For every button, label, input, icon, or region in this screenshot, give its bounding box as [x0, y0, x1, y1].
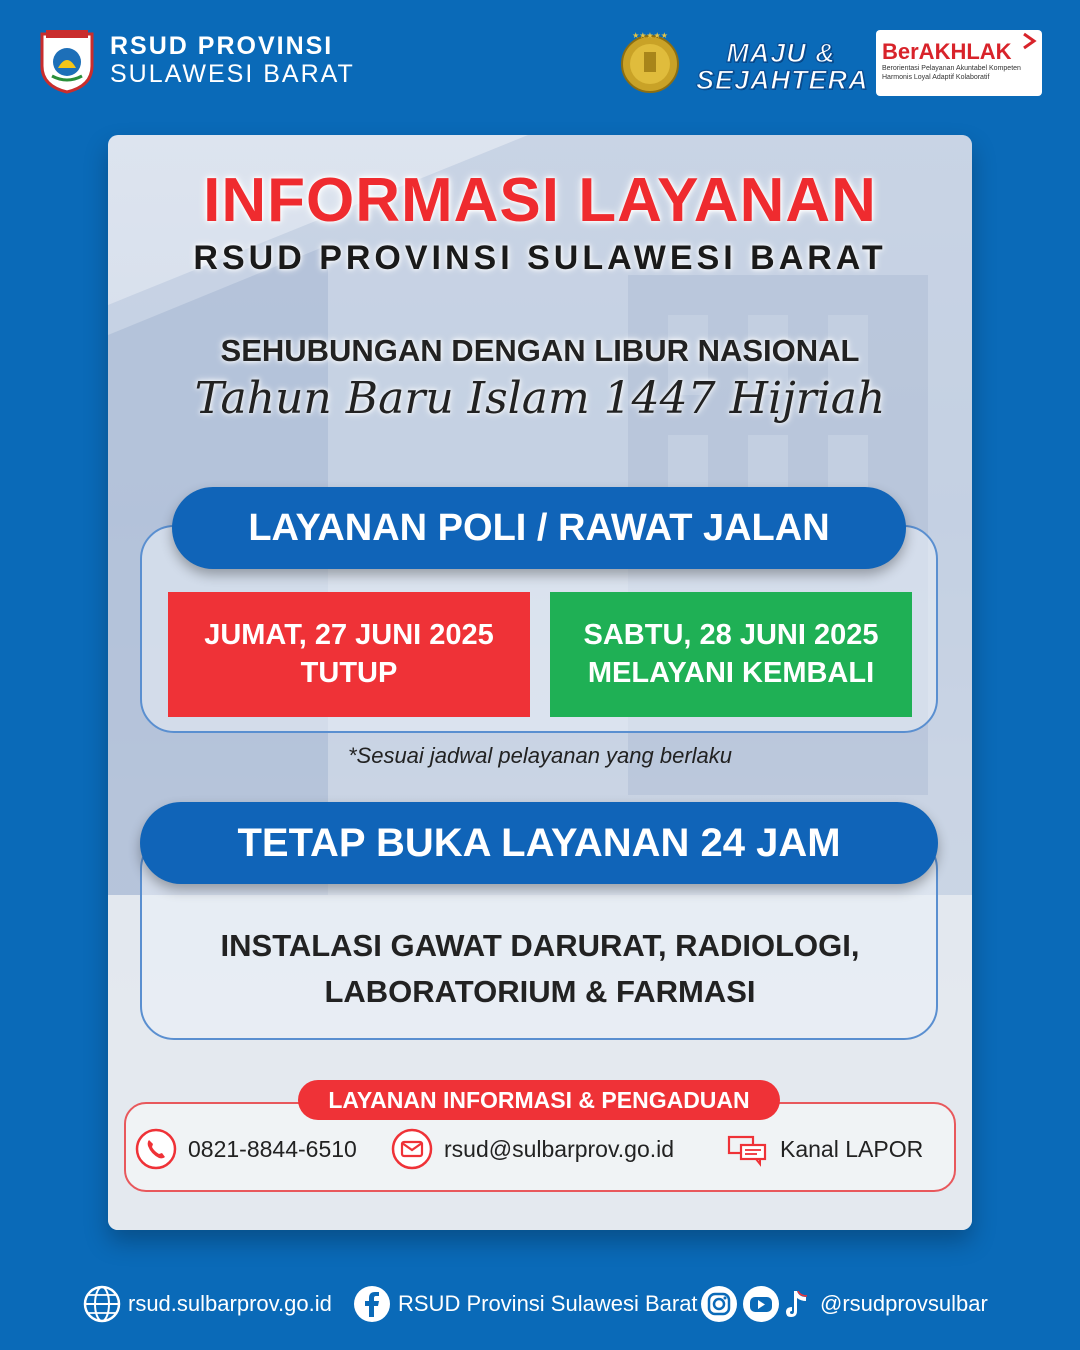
berakhlak-logo [876, 30, 1042, 96]
contact-lapor[interactable] [726, 1129, 923, 1169]
open-date: SABTU, 28 JUNI 2025 [583, 619, 879, 651]
closed-status-box [168, 592, 530, 717]
maju-text: MAJU & [726, 38, 836, 68]
services-list [108, 923, 972, 1015]
website-url: rsud.sulbarprov.go.id [128, 1291, 332, 1316]
contact-email[interactable] [390, 1129, 674, 1169]
poli-heading: LAYANAN POLI / RAWAT JALAN [172, 487, 906, 569]
always-open-heading: TETAP BUKA LAYANAN 24 JAM [140, 802, 938, 884]
facebook-name: RSUD Provinsi Sulawesi Barat [398, 1291, 698, 1316]
poster-card [108, 135, 972, 1230]
globe-icon [82, 1284, 122, 1324]
footer-facebook[interactable] [352, 1284, 698, 1324]
berakhlak-sub2: Harmonis Loyal Adaptif Kolaboratif [882, 74, 990, 81]
closed-status: TUTUP [300, 657, 398, 689]
services-line2: LABORATORIUM & FARMASI [324, 974, 756, 1009]
header [0, 0, 1080, 120]
berakhlak-title: BerAKHLAK [882, 39, 1012, 64]
page-subtitle: RSUD PROVINSI SULAWESI BARAT [193, 239, 887, 277]
footer-website[interactable] [82, 1284, 332, 1324]
org-name-line1: RSUD PROVINSI [110, 32, 334, 60]
phone-icon [134, 1127, 178, 1171]
page-title: INFORMASI LAYANAN [203, 166, 877, 235]
svg-text:★★★★★: ★★★★★ [632, 31, 668, 40]
org-name-line2: SULAWESI BARAT [110, 60, 355, 88]
instagram-icon[interactable] [700, 1285, 738, 1323]
footer-social[interactable] [700, 1284, 988, 1324]
contact-heading: LAYANAN INFORMASI & PENGADUAN [298, 1080, 780, 1120]
tiktok-icon[interactable] [784, 1285, 810, 1323]
lapor-label: Kanal LAPOR [780, 1135, 924, 1162]
org-name [110, 32, 355, 88]
mail-icon [390, 1127, 434, 1171]
arrow-icon [1020, 32, 1038, 50]
berakhlak-sub1: Berorientasi Pelayanan Akuntabel Kompeten [882, 65, 1021, 72]
email-address: rsud@sulbarprov.go.id [444, 1135, 675, 1162]
sejahtera-text: SEJAHTERA [696, 65, 869, 95]
open-status-box [550, 592, 912, 717]
notice-line2: Tahun Baru Islam 1447 Hijriah [194, 373, 886, 424]
notice-line1: SEHUBUNGAN DENGAN LIBUR NASIONAL [220, 333, 860, 368]
services-line1: INSTALASI GAWAT DARURAT, RADIOLOGI, [220, 928, 860, 963]
closed-date: JUMAT, 27 JUNI 2025 [204, 619, 494, 651]
phone-number: 0821-8844-6510 [188, 1135, 357, 1162]
gold-seal-icon [617, 28, 683, 94]
chat-icon [726, 1127, 770, 1171]
facebook-icon [352, 1284, 392, 1324]
maju-sejahtera-logo [696, 38, 869, 95]
open-status: MELAYANI KEMBALI [587, 657, 875, 689]
youtube-icon[interactable] [742, 1285, 780, 1323]
footer [0, 1280, 1080, 1330]
contact-phone[interactable] [134, 1129, 357, 1169]
province-emblem-icon [38, 28, 96, 94]
social-handle: @rsudprovsulbar [820, 1291, 988, 1316]
schedule-footnote: *Sesuai jadwal pelayanan yang berlaku [347, 743, 733, 768]
